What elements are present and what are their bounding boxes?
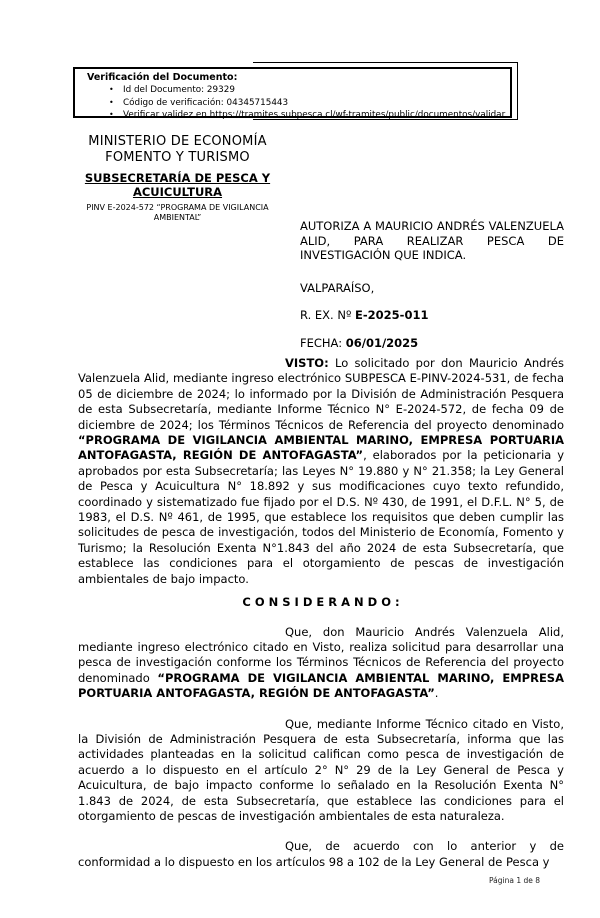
page-indicator: Página 1 de 8: [489, 876, 541, 885]
letterhead: [45, 134, 310, 223]
resolution-date-value: 06/01/2025: [345, 336, 419, 350]
considerando-paragraph-1: [78, 625, 564, 702]
resolution-date: [300, 336, 418, 350]
verification-box: [73, 67, 512, 118]
verification-item-code: [87, 97, 504, 110]
considerando-paragraph-3: Que, de acuerdo con lo anterior y de conformidad a lo dispuesto en los artículos 98 a 102 de la Ley General de Pesca y: [78, 839, 564, 869]
subsecretaria-title: SUBSECRETARÍA DE PESCA Y ACUICULTURA: [84, 171, 271, 199]
ministry-name: [45, 134, 310, 165]
resolution-city: VALPARAÍSO,: [300, 281, 375, 295]
project-name-bold: “PROGRAMA DE VIGILANCIA AMBIENTAL MARINO, EMPRESA PORTUARIA ANTOFAGASTA, REGIÓN DE ANTOFAGASTA”: [78, 433, 564, 463]
resolution-number-value: E-2025-011: [355, 308, 429, 322]
verification-item-text: Id del Documento: 29329: [123, 85, 235, 95]
visto-paragraph: [78, 356, 564, 587]
resolution-subject: AUTORIZA A MAURICIO ANDRÉS VALENZUELA ALID, PARA REALIZAR PESCA DE INVESTIGACIÓN QUE INDICA.: [300, 219, 564, 262]
document-body: [78, 356, 564, 870]
considerando-paragraph-2: Que, mediante Informe Técnico citado en Visto, la División de Administración Pesquera de esta Subsecretaría, informa que las actividades planteadas en la solicitud califican como pesca de investigación de acuerdo a lo dispuesto en el artículo 2° N° 29 de la Ley General de Pesca y Acuicultura, de bajo impacto conforme lo señalado en la Resolución Exenta N° 1.843 de 2024, de esta Subsecretaría, que establece las condiciones para el otorgamiento de pescas de investigación ambientales de esta naturaleza.: [78, 716, 564, 823]
project-name-bold: “PROGRAMA DE VIGILANCIA AMBIENTAL MARINO, EMPRESA PORTUARIA ANTOFAGASTA, REGIÓN DE ANTOFAGASTA”: [78, 670, 564, 701]
resolution-number-label: R. EX. Nº: [300, 308, 356, 322]
bullet-icon: •: [109, 110, 114, 119]
considerando-1-post: .: [434, 686, 439, 701]
project-reference: PINV E-2024-572 “PROGRAMA DE VIGILANCIA AMBIENTAL”: [86, 203, 269, 222]
bullet-icon: •: [109, 97, 114, 107]
resolution-date-label: FECHA:: [300, 336, 346, 350]
resolution-number: [300, 308, 428, 322]
verification-item-document-id: [87, 84, 504, 97]
visto-text-post: , elaborados por la peticionaria y aprobados por esta Subsecretaría; las Leyes N° 19.880 y N° 21.358; la Ley General de Pesca y Acuicultura N° 18.892 y sus modificaciones cuyo texto refundido, coordinado y sistematizado fue fijado por el D.S. Nº 430, de 1991, el D.F.L. N° 5, de 1983, el D.S. Nº 461, de 1995, que establece los requisitos que deben cumplir las solicitudes de pesca de investigación, todos del Ministerio de Economía, Fomento y Turismo; la Resolución Exenta N°1.843 del año 2024 de esta Subsecretaría, que establece las condiciones para el otorgamiento de pescas de investigación ambientales de bajo impacto.: [78, 448, 564, 586]
verification-item-text: Código de verificación: 04345715443: [123, 97, 289, 108]
considerando-heading: C O N S I D E R A N D O :: [242, 595, 400, 610]
verification-title: Verificación del Documento:: [87, 72, 238, 83]
ministry-line-2: FOMENTO Y TURISMO: [105, 149, 250, 165]
verification-item-text: Verificar validez en https://tramites.subpesca.cl/wf-tramites/public/documentos/validar: [123, 110, 506, 120]
bullet-icon: •: [109, 85, 114, 94]
verification-item-url: [87, 109, 504, 122]
ministry-line-1: MINISTERIO DE ECONOMÍA: [88, 134, 267, 149]
visto-text-pre: Lo solicitado por don Mauricio Andrés Valenzuela Alid, mediante ingreso electrónico SUBPESCA E-PINV-2024-531, de fecha 05 de diciembre de 2024; lo informado por la División de Administración Pesquera de esta Subsecretaría, mediante Informe Técnico N° E-2024-572, de fecha 09 de diciembre de 2024; los Términos Técnicos de Referencia del proyecto denominado: [78, 356, 564, 432]
considerando-1-pre: Que, don Mauricio Andrés Valenzuela Alid, mediante ingreso electrónico citado en Visto, realiza solicitud para desarrollar una pesca de investigación conforme los Términos Técnicos de Referencia del proyecto denominado: [78, 624, 564, 685]
visto-label: VISTO:: [285, 356, 329, 370]
